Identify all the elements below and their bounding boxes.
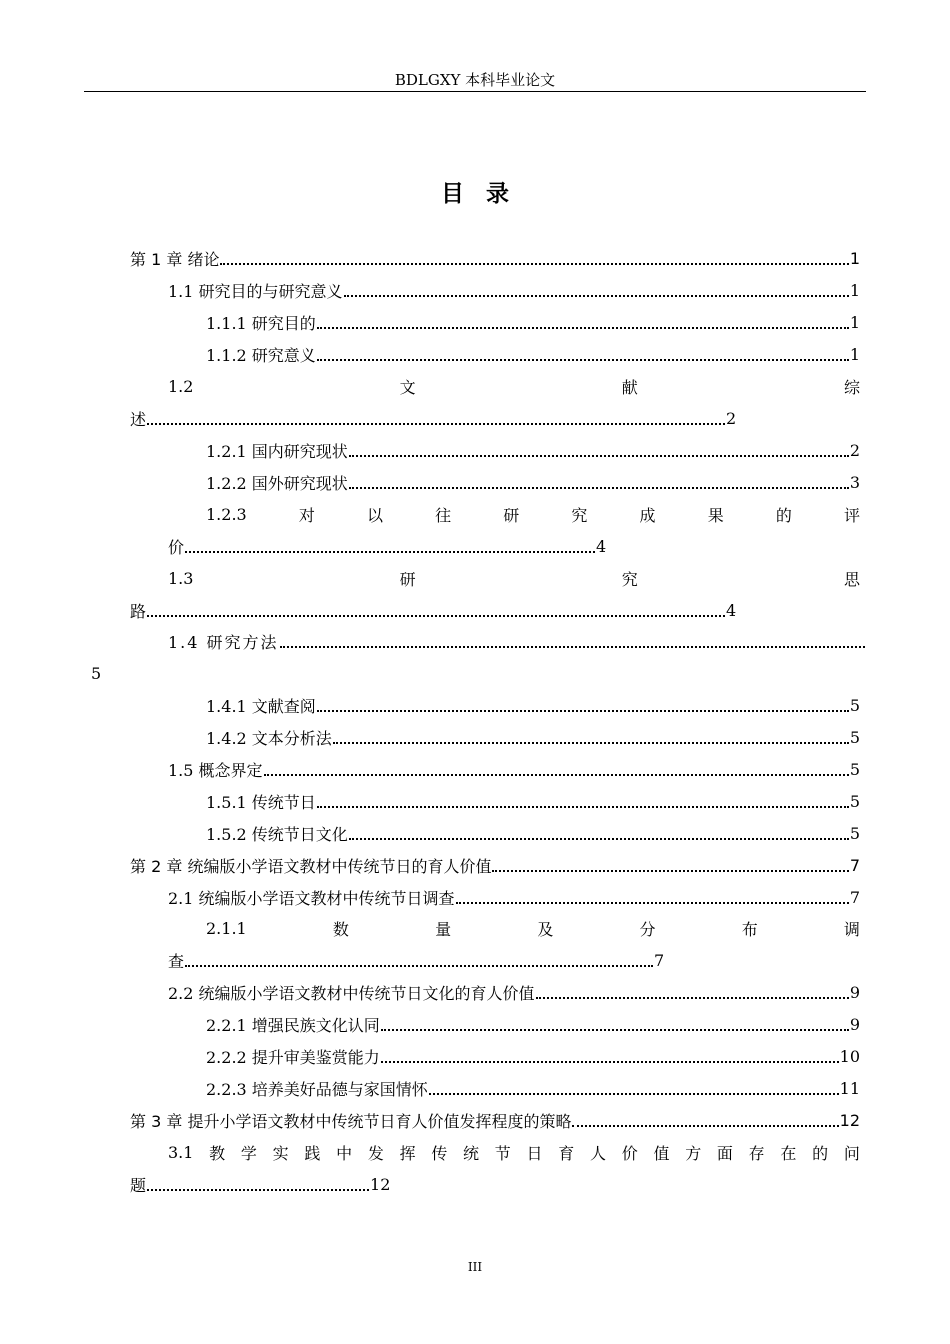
dot-leader bbox=[317, 358, 849, 361]
toc-label-part: 综 bbox=[843, 377, 860, 397]
dot-leader bbox=[429, 1092, 839, 1095]
dot-leader bbox=[333, 741, 849, 744]
toc-page: 12 bbox=[370, 1174, 391, 1194]
toc-label: 第 1 章 绪论 bbox=[130, 249, 220, 269]
toc-label-part: 献 bbox=[621, 377, 638, 397]
toc-page: 1 bbox=[849, 312, 860, 332]
toc-label: 1.5.1 传统节日 bbox=[206, 792, 316, 812]
toc-label-part: 以 bbox=[366, 505, 383, 525]
toc-page: 3 bbox=[849, 472, 860, 492]
dot-leader bbox=[280, 645, 865, 648]
toc-label-part: 节 bbox=[494, 1143, 511, 1163]
toc-label: 1.1 研究目的与研究意义 bbox=[168, 281, 343, 301]
toc-page: 1 bbox=[849, 280, 860, 300]
toc-label: 1.2.2 国外研究现状 bbox=[206, 473, 348, 493]
toc-page: 7 bbox=[654, 950, 665, 970]
dot-leader bbox=[344, 294, 849, 297]
toc-label-part: 挥 bbox=[399, 1143, 416, 1163]
toc-label-part: 日 bbox=[526, 1143, 543, 1163]
toc-label-part: 布 bbox=[741, 919, 758, 939]
dot-leader bbox=[381, 1060, 839, 1063]
toc-entry-ch1[interactable] bbox=[130, 243, 860, 273]
toc-label-part: 践 bbox=[304, 1143, 321, 1163]
toc-entry-1-1[interactable] bbox=[168, 275, 860, 305]
dot-leader bbox=[349, 454, 849, 457]
toc-entry-ch2[interactable] bbox=[130, 850, 860, 880]
toc-label-part: 题 bbox=[130, 1175, 147, 1195]
toc-entry-1-5-2[interactable] bbox=[206, 818, 860, 848]
toc-page: 4 bbox=[596, 536, 607, 556]
toc-label: 第 3 章 提升小学语文教材中传统节日育人价值发挥程度的策略 bbox=[130, 1111, 572, 1131]
toc-label-part: 究 bbox=[571, 505, 588, 525]
dot-leader bbox=[147, 614, 725, 617]
toc-label-part: 述 bbox=[130, 409, 147, 429]
toc-page: 5 bbox=[849, 695, 860, 715]
toc-label-part: 1.2 bbox=[168, 376, 194, 396]
dot-leader bbox=[185, 964, 653, 967]
toc-label-part: 发 bbox=[367, 1143, 384, 1163]
toc-entry-1-2-continued[interactable] bbox=[130, 403, 736, 433]
toc-label-part: 方 bbox=[685, 1143, 702, 1163]
toc-entry-2-1[interactable] bbox=[168, 882, 860, 912]
dot-leader bbox=[147, 422, 725, 425]
toc-entry-1-2-3[interactable] bbox=[206, 499, 860, 529]
toc-label-part: 值 bbox=[653, 1143, 670, 1163]
toc-page: 9 bbox=[849, 982, 860, 1002]
page-title: 目录 bbox=[441, 181, 531, 207]
toc-label-part: 数 bbox=[332, 919, 349, 939]
toc-label-part: 1.3 bbox=[168, 568, 194, 588]
toc-label: 2.2.1 增强民族文化认同 bbox=[206, 1015, 380, 1035]
dot-leader bbox=[349, 837, 849, 840]
toc-entry-1-1-2[interactable] bbox=[206, 339, 860, 369]
toc-entry-2-1-1[interactable] bbox=[206, 913, 860, 943]
toc-label-part: 学 bbox=[240, 1143, 257, 1163]
toc-label: 1.1.1 研究目的 bbox=[206, 313, 316, 333]
toc-entry-1-4-2[interactable] bbox=[206, 722, 860, 752]
toc-page: 9 bbox=[849, 1014, 860, 1034]
toc-page: 5 bbox=[849, 727, 860, 747]
toc-entry-1-4-page[interactable] bbox=[91, 658, 101, 688]
dot-leader bbox=[317, 326, 849, 329]
toc-label: 2.1 统编版小学语文教材中传统节日调查 bbox=[168, 888, 455, 908]
toc-page: 5 bbox=[91, 663, 102, 683]
toc-label-part: 量 bbox=[435, 919, 452, 939]
toc-page: 7 bbox=[849, 855, 860, 875]
toc-label-part: 人 bbox=[589, 1143, 606, 1163]
toc-entry-1-2[interactable] bbox=[168, 371, 860, 401]
toc-entry-1-2-1[interactable] bbox=[206, 435, 860, 465]
toc-label-part: 对 bbox=[298, 505, 315, 525]
dot-leader bbox=[492, 869, 848, 872]
toc-entry-1-3-continued[interactable] bbox=[130, 595, 736, 625]
toc-page: 5 bbox=[849, 823, 860, 843]
toc-label-part: 成 bbox=[639, 505, 656, 525]
toc-label-part: 研 bbox=[503, 505, 520, 525]
toc-label: 2.2.3 培养美好品德与家国情怀 bbox=[206, 1079, 428, 1099]
toc-label-part: 果 bbox=[707, 505, 724, 525]
toc-page: 2 bbox=[726, 408, 737, 428]
page-number: III bbox=[467, 1260, 483, 1274]
toc-entry-2-2-2[interactable] bbox=[206, 1041, 860, 1071]
toc-label: 第 2 章 统编版小学语文教材中传统节日的育人价值 bbox=[130, 856, 492, 876]
toc-label: 1.2.1 国内研究现状 bbox=[206, 441, 348, 461]
toc-entry-2-2-1[interactable] bbox=[206, 1009, 860, 1039]
dot-leader bbox=[381, 1028, 849, 1031]
toc-entry-1-3[interactable] bbox=[168, 563, 860, 593]
toc-label-part: 中 bbox=[336, 1143, 353, 1163]
running-header: BDLGXY 本科毕业论文 bbox=[394, 71, 556, 89]
toc-label-part: 调 bbox=[843, 919, 860, 939]
toc-entry-3-1-continued[interactable] bbox=[130, 1169, 390, 1199]
toc-entry-1-2-2[interactable] bbox=[206, 467, 860, 497]
toc-entry-1-5-1[interactable] bbox=[206, 786, 860, 816]
toc-entry-2-2-3[interactable] bbox=[206, 1073, 860, 1103]
toc-label-part: 育 bbox=[558, 1143, 575, 1163]
toc-page: 1 bbox=[849, 248, 860, 268]
toc-label-part: 在 bbox=[780, 1143, 797, 1163]
toc-label-part: 价 bbox=[168, 537, 185, 557]
toc-label-part: 3.1 bbox=[168, 1142, 194, 1162]
toc-label: 1.1.2 研究意义 bbox=[206, 345, 316, 365]
dot-leader bbox=[185, 550, 595, 553]
dot-leader bbox=[317, 709, 849, 712]
toc-label-part: 分 bbox=[639, 919, 656, 939]
toc-page: 7 bbox=[849, 887, 860, 907]
dot-leader bbox=[349, 486, 849, 489]
toc-label-part: 存 bbox=[748, 1143, 765, 1163]
dot-leader bbox=[536, 996, 849, 999]
toc-label-part: 及 bbox=[537, 919, 554, 939]
toc-label-part: 价 bbox=[621, 1143, 638, 1163]
toc-page: 2 bbox=[849, 440, 860, 460]
toc-entry-1-5[interactable] bbox=[168, 754, 860, 784]
dot-leader bbox=[317, 805, 849, 808]
toc-label-part: 2.1.1 bbox=[206, 918, 247, 938]
toc-entry-2-1-1-continued[interactable] bbox=[168, 945, 664, 975]
toc-label-part: 文 bbox=[399, 377, 416, 397]
toc-label-part: 究 bbox=[621, 569, 638, 589]
header-rule bbox=[84, 91, 866, 92]
toc-entry-1-4[interactable] bbox=[168, 626, 866, 656]
toc-label-part: 问 bbox=[843, 1143, 860, 1163]
toc-entry-2-2[interactable] bbox=[168, 977, 860, 1007]
toc-entry-1-1-1[interactable] bbox=[206, 307, 860, 337]
toc-label: 1.4.1 文献查阅 bbox=[206, 696, 316, 716]
toc-label-part: 1.2.3 bbox=[206, 504, 247, 524]
dot-leader bbox=[220, 262, 848, 265]
dot-leader bbox=[147, 1188, 369, 1191]
toc-label-part: 思 bbox=[843, 569, 860, 589]
dot-leader bbox=[264, 773, 849, 776]
toc-label: 1.5.2 传统节日文化 bbox=[206, 824, 348, 844]
toc-page: 1 bbox=[849, 344, 860, 364]
dot-leader bbox=[456, 901, 849, 904]
toc-label-part: 面 bbox=[716, 1143, 733, 1163]
toc-label: 2.2.2 提升审美鉴赏能力 bbox=[206, 1047, 380, 1067]
toc-entry-3-1[interactable] bbox=[168, 1137, 860, 1167]
toc-label-part: 往 bbox=[435, 505, 452, 525]
toc-label-part: 的 bbox=[812, 1143, 829, 1163]
toc-page: 5 bbox=[849, 759, 860, 779]
dot-leader bbox=[572, 1124, 838, 1127]
toc-label-part: 教 bbox=[209, 1143, 226, 1163]
toc-page: 11 bbox=[839, 1078, 860, 1098]
toc-label-part: 评 bbox=[843, 505, 860, 525]
toc-label-part: 的 bbox=[775, 505, 792, 525]
toc-page: 4 bbox=[726, 600, 737, 620]
toc-label: 1.4.2 文本分析法 bbox=[206, 728, 332, 748]
toc-label-part: 查 bbox=[168, 951, 185, 971]
toc-label: 1.4 研究方法 bbox=[168, 632, 279, 652]
toc-label-part: 路 bbox=[130, 601, 147, 621]
toc-label: 2.2 统编版小学语文教材中传统节日文化的育人价值 bbox=[168, 983, 535, 1003]
toc-label-part: 实 bbox=[272, 1143, 289, 1163]
toc-page: 12 bbox=[839, 1110, 860, 1130]
toc-label: 1.5 概念界定 bbox=[168, 760, 263, 780]
toc-page: 5 bbox=[849, 791, 860, 811]
toc-entry-1-2-3-continued[interactable] bbox=[168, 531, 606, 561]
toc-label-part: 传 bbox=[431, 1143, 448, 1163]
toc-entry-ch3[interactable] bbox=[130, 1105, 860, 1135]
toc-entry-1-4-1[interactable] bbox=[206, 690, 860, 720]
toc-label-part: 研 bbox=[399, 569, 416, 589]
toc-page: 10 bbox=[839, 1046, 860, 1066]
toc-label-part: 统 bbox=[463, 1143, 480, 1163]
